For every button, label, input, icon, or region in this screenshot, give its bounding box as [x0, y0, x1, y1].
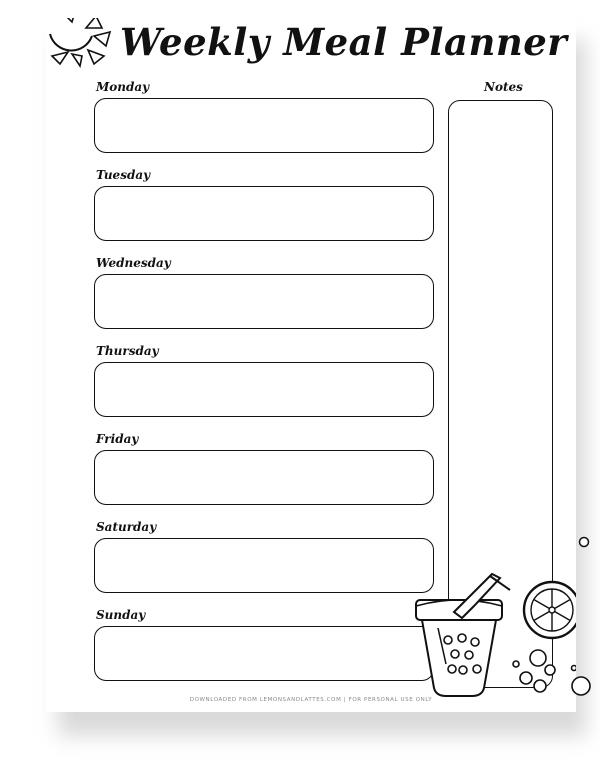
lemon-slice-icon	[524, 582, 576, 638]
day-box-saturday[interactable]	[94, 538, 434, 593]
day-label-friday: Friday	[96, 432, 139, 446]
day-box-wednesday[interactable]	[94, 274, 434, 329]
planner-page	[46, 18, 576, 712]
day-label-saturday: Saturday	[96, 520, 157, 534]
notes-label: Notes	[484, 80, 523, 94]
day-label-monday: Monday	[96, 80, 150, 94]
bubble-icon	[568, 672, 596, 700]
day-label-sunday: Sunday	[96, 608, 146, 622]
day-label-tuesday: Tuesday	[96, 168, 151, 182]
page-title: Weekly Meal Planner	[120, 20, 568, 64]
day-box-sunday[interactable]	[94, 626, 434, 681]
small-bubble-icon	[576, 534, 592, 550]
day-box-tuesday[interactable]	[94, 186, 434, 241]
drink-decoration	[406, 528, 576, 712]
day-box-thursday[interactable]	[94, 362, 434, 417]
day-box-monday[interactable]	[94, 98, 434, 153]
footer-credit: DOWNLOADED FROM LEMONSANDLATTES.COM | FOR PERSONAL USE ONLY	[189, 697, 433, 703]
iced-drink-icon	[416, 574, 510, 696]
day-box-friday[interactable]	[94, 450, 434, 505]
day-label-wednesday: Wednesday	[96, 256, 171, 270]
day-label-thursday: Thursday	[96, 344, 159, 358]
sun-icon	[46, 18, 118, 68]
